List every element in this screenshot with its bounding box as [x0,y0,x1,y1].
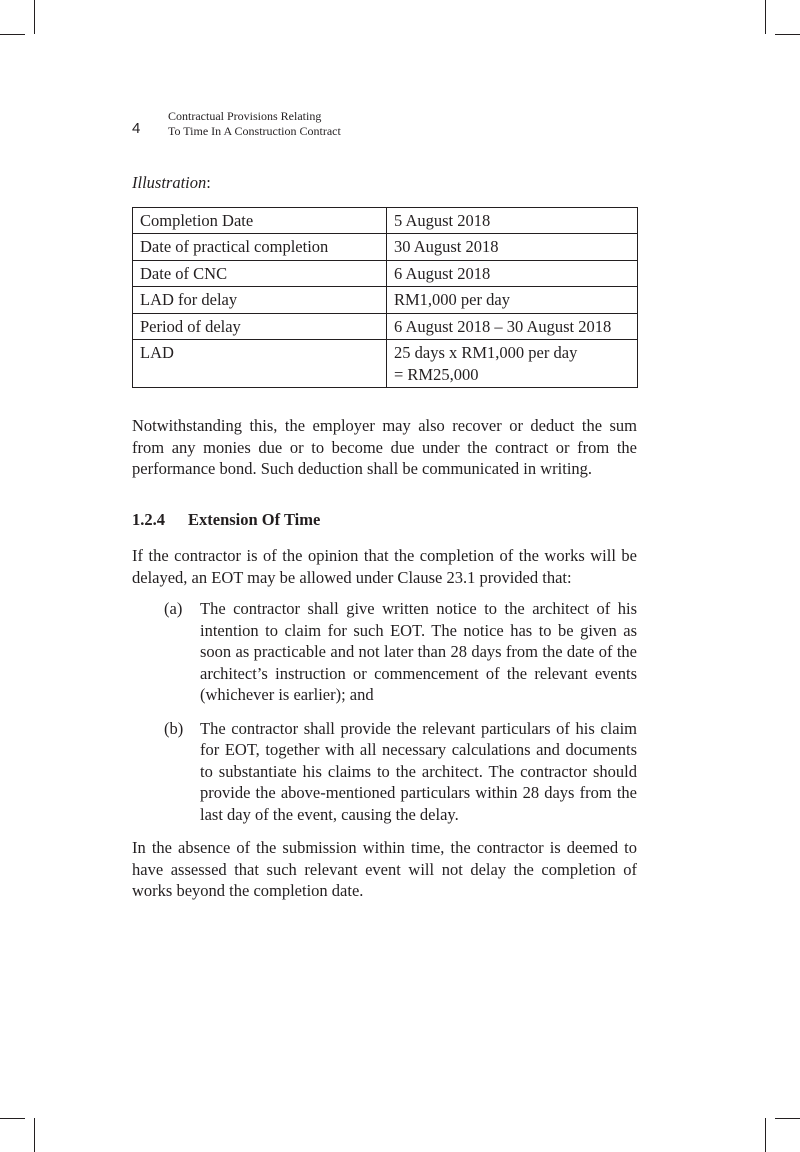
section-title: Extension Of Time [188,509,321,529]
crop-mark-top-left-vertical [34,0,35,34]
paragraph-notwithstanding: Notwithstanding this, the employer may also recover or deduct the sum from any monies due or to become due under the contract or from the performance bond. Such deduction shall be communicated in writing. [132,416,637,478]
crop-mark-bottom-right-horizontal [775,1118,800,1119]
table-cell-value-line: 5 August 2018 [394,210,491,230]
table-row [133,313,638,340]
table-cell-value-line: RM1,000 per day [394,290,510,309]
running-header-line-1: Contractual Provisions Relating [168,109,322,123]
list-item-marker: (a) [164,599,183,618]
table-cell-label: Completion Date [133,207,387,234]
table-cell-value-line: = RM25,000 [394,364,479,384]
table-row [133,260,638,287]
table-row [133,340,638,388]
table-row [133,207,638,234]
running-header-title [168,109,341,139]
paragraph-eot-intro: If the contractor is of the opinion that the completion of the works will be delayed, an EOT may be allowed under Clause 23.1 provided that: [132,546,637,587]
section-number: 1.2.4 [132,509,165,529]
table-cell-value-line: 30 August 2018 [394,237,499,256]
table-cell-label: LAD for delay [133,287,387,314]
paragraph-closing: In the absence of the submission within time, the contractor is deemed to have assessed that such relevant event will not delay the completion of works beyond the completion date. [132,838,637,900]
table-row [133,234,638,261]
running-header-line-2: To Time In A Construction Contract [168,124,341,138]
list-item-text: The contractor shall give written notice to the architect of his intention to claim for such EOT. The notice has to be given as soon as practicable and not later than 28 days from the date of the architect’s instruction or commencement of the relevant events (whichever is earlier); and [200,599,637,704]
table-row [133,287,638,314]
lad-illustration-table [132,207,638,389]
illustration-label [132,172,637,194]
table-cell-value [387,260,638,287]
table-cell-label: Date of practical completion [133,234,387,261]
table-cell-value-line: 25 days x RM1,000 per day [394,343,578,362]
crop-mark-bottom-left-horizontal [0,1118,25,1119]
table-cell-value-line: 6 August 2018 [394,263,491,283]
list-item [132,598,637,706]
illustration-label-text: Illustration [132,173,207,192]
table-cell-value [387,207,638,234]
crop-mark-bottom-right-vertical [765,1118,766,1152]
crop-mark-top-left-horizontal [0,34,25,35]
table-cell-value-line: 6 August 2018 – 30 August 2018 [394,316,612,336]
page-number: 4 [132,120,141,137]
crop-mark-top-right-vertical [765,0,766,34]
eot-conditions-list [132,598,637,825]
illustration-label-colon: : [206,173,211,192]
table-cell-value [387,287,638,314]
section-heading [132,509,637,531]
list-item-marker: (b) [164,718,184,738]
table-cell-value [387,313,638,340]
table-cell-value [387,234,638,261]
table-cell-label: LAD [133,340,387,388]
table-cell-label: Period of delay [133,313,387,340]
table-cell-label: Date of CNC [133,260,387,287]
crop-mark-bottom-left-vertical [34,1118,35,1152]
table-cell-value [387,340,638,388]
list-item [132,718,637,826]
crop-mark-top-right-horizontal [775,34,800,35]
list-item-text: The contractor shall provide the relevant particulars of his claim for EOT, together with all necessary calculations and documents to substantiate his claims to the architect. The contractor should provide the above-mentioned particulars within 28 days from the last day of the event, causing the delay. [200,718,637,824]
page-body [132,172,637,902]
